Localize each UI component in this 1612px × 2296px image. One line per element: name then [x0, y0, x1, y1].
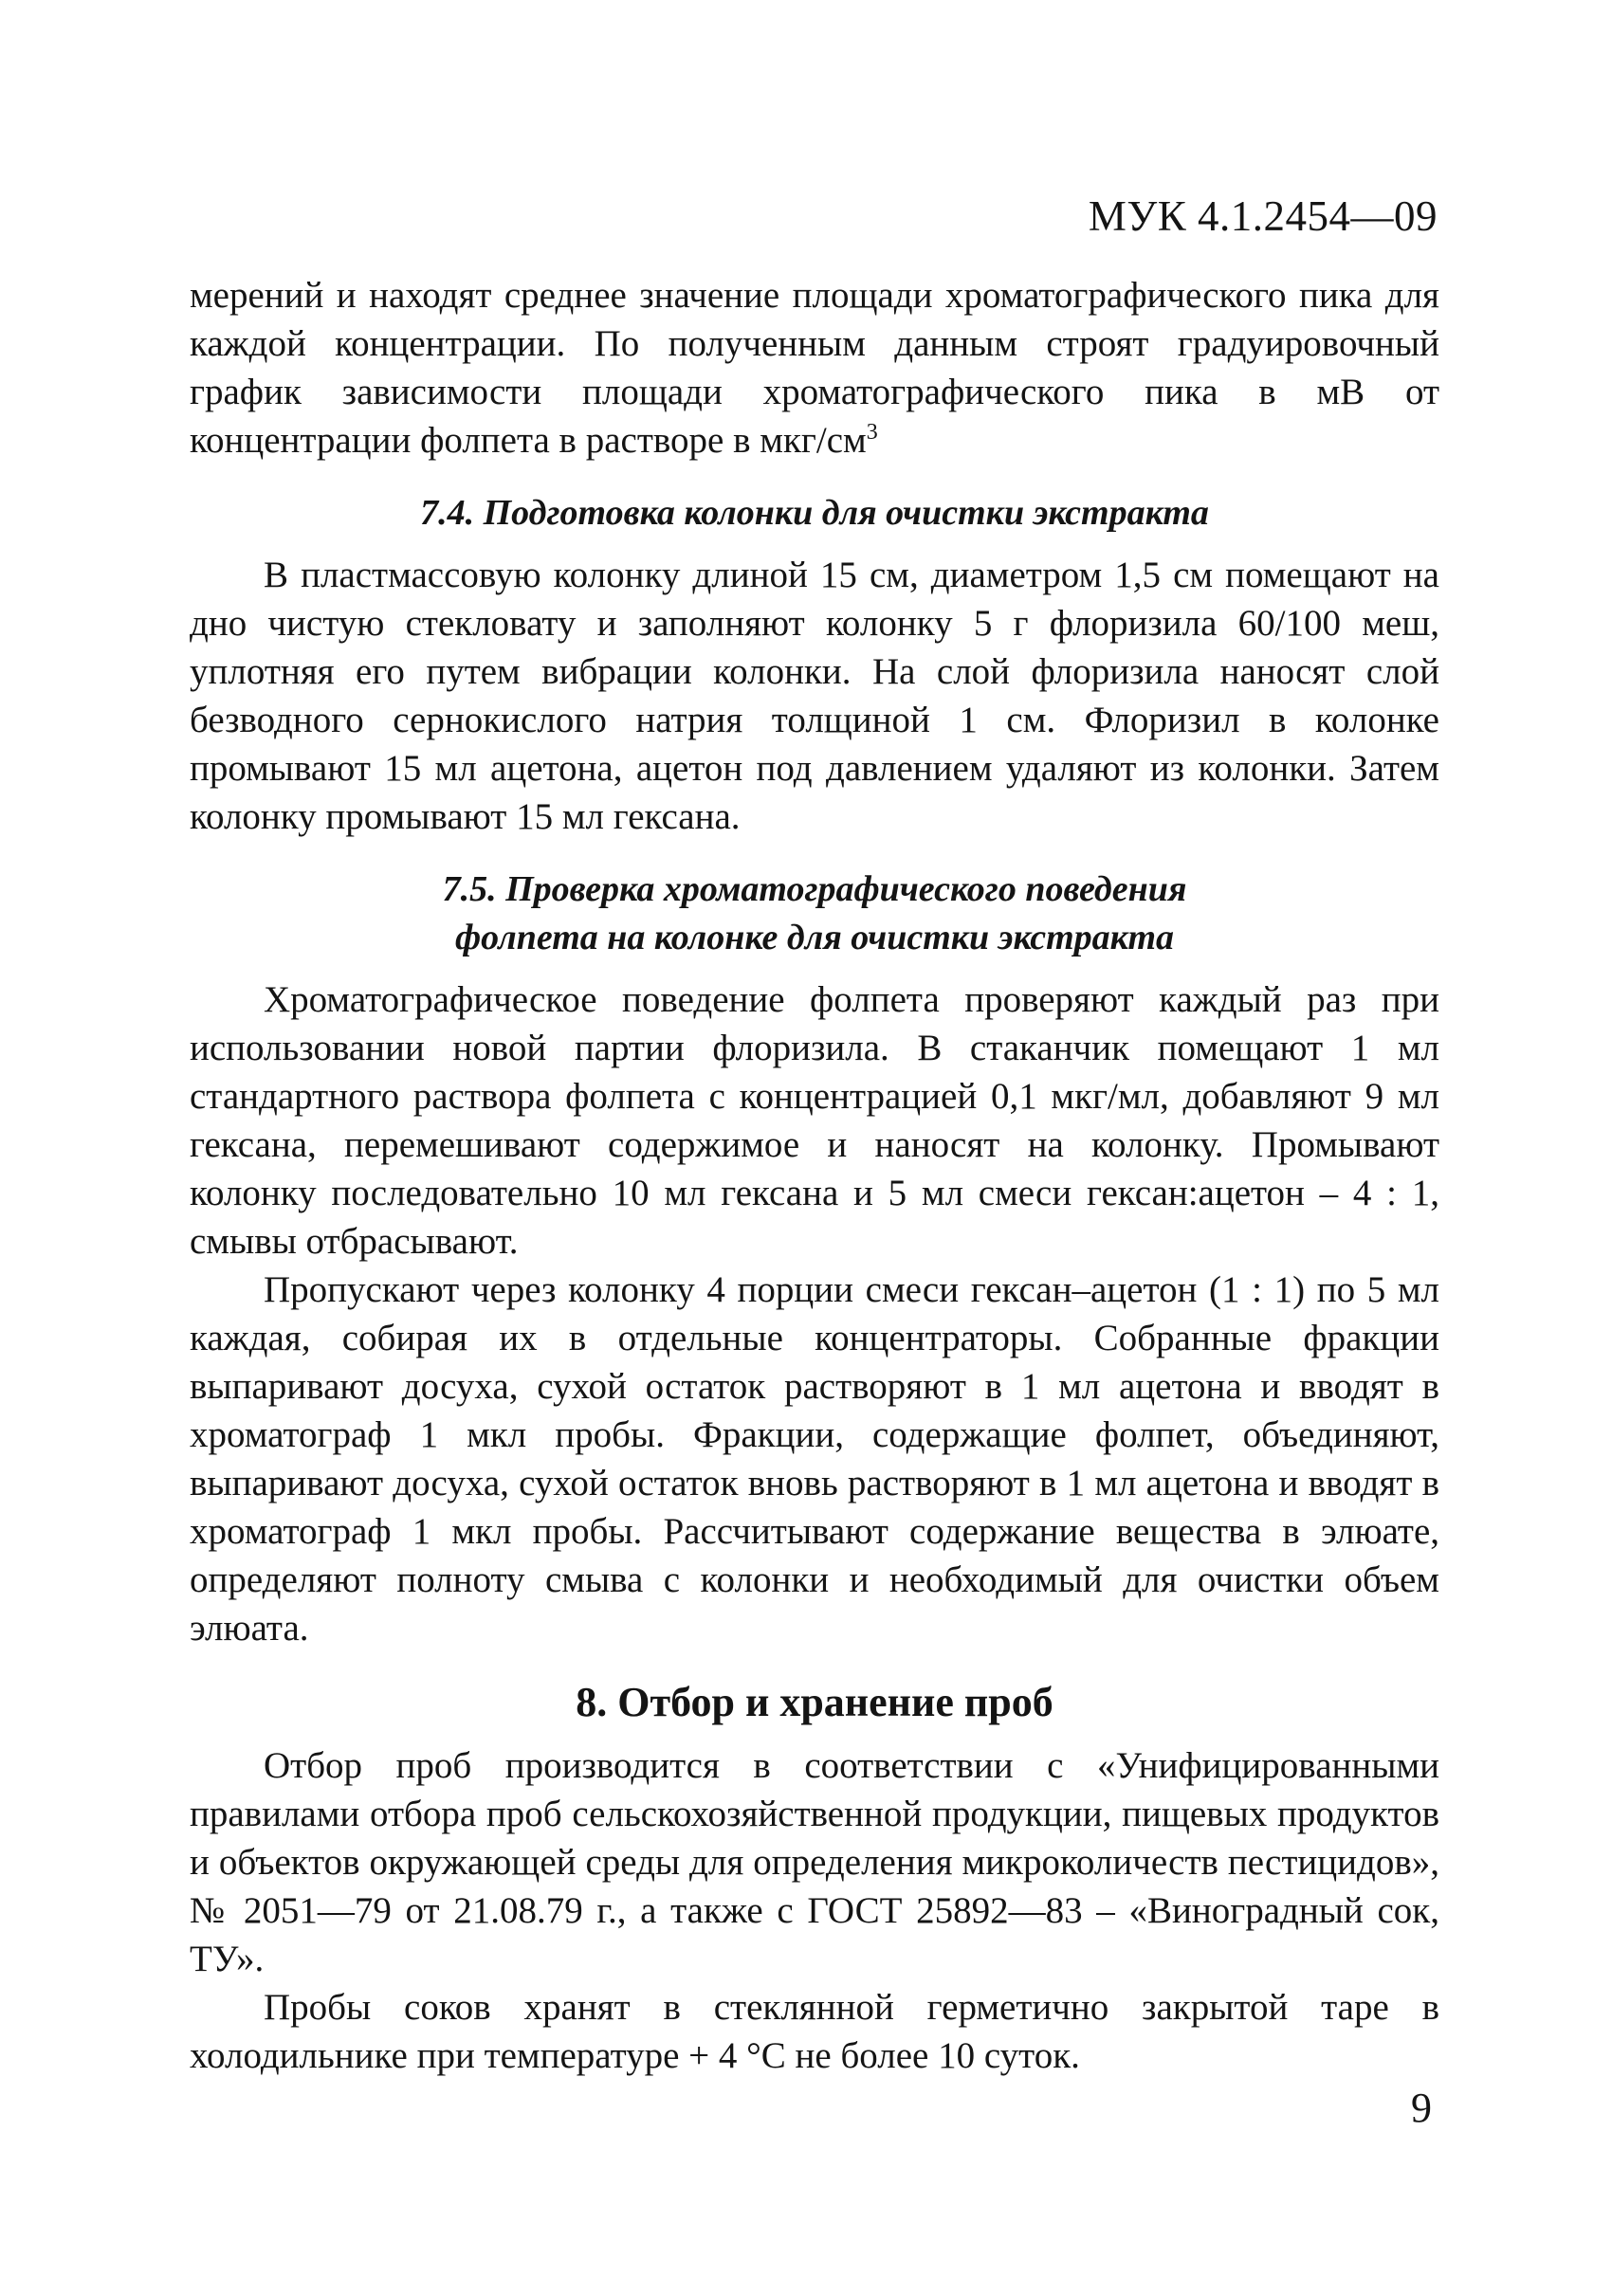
- section-7-5-heading: [190, 866, 1439, 962]
- page-number: 9: [1411, 2085, 1432, 2131]
- section-7-5-paragraph-1: Хроматографическое поведение фолпета проверяют каждый раз при использовании новой партии флоризила. В стаканчик помещают 1 мл стандартного раствора фолпета с концентрацией 0,1 мкг/мл, добавляют 9 мл гексана, перемешивают содержимое и наносят на колонку. Промывают колонку последовательно 10 мл гексана и 5 мл смеси гексан:ацетон – 4 : 1, смывы отбрасывают.: [190, 979, 1439, 1262]
- section-7-4-heading: 7.4. Подготовка колонки для очистки экстракта: [420, 493, 1209, 533]
- page-header-doc-code: МУК 4.1.2454—09: [1088, 192, 1438, 240]
- intro-paragraph: [190, 271, 1439, 465]
- section-8-heading: 8. Отбор и хранение проб: [576, 1679, 1053, 1725]
- section-8-paragraph-1: Отбор проб производится в соответствии с «Унифицированными правилами отбора проб сельскохозяйственной продукции, пищевых продуктов и объектов окружающей среды для определения микроколичеств пестицидов», № 2051—79 от 21.08.79 г., а также с ГОСТ 25892—83 – «Виноградный сок, ТУ».: [190, 1745, 1439, 1979]
- page-content: [190, 271, 1439, 2080]
- section-7-5-paragraph-2: Пропускают через колонку 4 порции смеси гексан–ацетон (1 : 1) по 5 мл каждая, собирая их в отдельные концентраторы. Собранные фракции выпаривают досуха, сухой остаток растворяют в 1 мл ацетона и вводят в хроматограф 1 мкл пробы. Фракции, содержащие фолпет, объединяют, выпаривают досуха, сухой остаток вновь растворяют в 1 мл ацетона и вводят в хроматограф 1 мкл пробы. Рассчитывают содержание вещества в элюате, определяют полноту смыва с колонки и необходимый для очистки объем элюата.: [190, 1269, 1439, 1649]
- section-7-5-heading-line2: фолпета на колонке для очистки экстракта: [454, 918, 1175, 957]
- intro-superscript: 3: [866, 420, 878, 445]
- intro-text: мерений и находят среднее значение площади хроматографического пика для каждой концентрации. По полученным данным строят градуировочный график зависимости площади хроматографического пика в мВ от концентрации фолпета в растворе в мкг/см: [190, 275, 1439, 461]
- section-7-4-paragraph: В пластмассовую колонку длиной 15 см, диаметром 1,5 см помещают на дно чистую стекловату и заполняют колонку 5 г флоризила 60/100 меш, уплотняя его путем вибрации колонки. На слой флоризила наносят слой безводного сернокислого натрия толщиной 1 см. Флоризил в колонке промывают 15 мл ацетона, ацетон под давлением удаляют из колонки. Затем колонку промывают 15 мл гексана.: [190, 555, 1439, 837]
- section-7-5-heading-line1: 7.5. Проверка хроматографического поведения: [442, 869, 1187, 909]
- section-8-paragraph-2: Пробы соков хранят в стеклянной герметично закрытой таре в холодильнике при температуре + 4 °С не более 10 суток.: [190, 1987, 1439, 2076]
